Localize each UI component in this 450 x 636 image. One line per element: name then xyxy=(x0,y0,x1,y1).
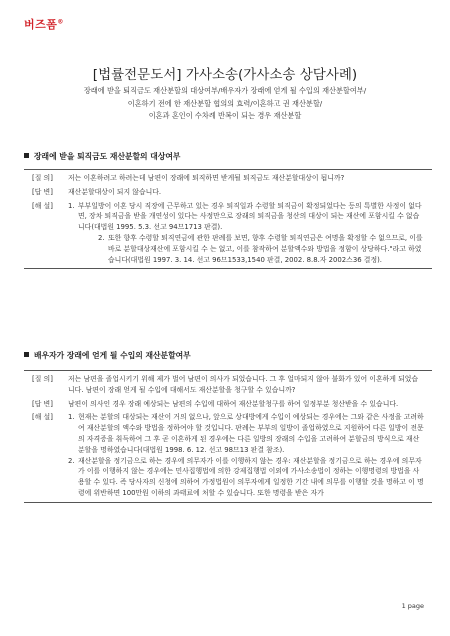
answer-label: [답 변] xyxy=(32,399,53,408)
item-number: 1. xyxy=(68,201,75,210)
subtitle-line: 장래에 받을 퇴직금도 재산분할의 대상여부/배우자가 장래에 얻게 될 수입의 재산분할여부/ xyxy=(83,86,367,95)
explanation-label: [해 설] xyxy=(32,201,53,210)
answer-row xyxy=(24,187,432,198)
document-title: [법률전문도서] 가사소송(가사소송 상담사례) xyxy=(92,67,358,83)
section-heading-text: 배우자가 장래에 얻게 될 수입의 재산분할여부 xyxy=(34,351,191,360)
square-bullet-icon xyxy=(24,352,29,357)
question-text: 저는 남편을 졸업시키기 위해 제가 벌어 남편이 의사가 되었습니다. 그 후 얼마되지 않아 불화가 있어 이혼하게 되었습니다. 남편이 장래 얻게 될 수입에 대해서도 재산분할을 청구할 수 있습니까? xyxy=(68,375,419,394)
logo-registered-mark: ® xyxy=(57,18,64,26)
question-row xyxy=(24,173,432,184)
explanation-row xyxy=(24,201,432,266)
explanation-body xyxy=(68,412,432,498)
question-label: [질 의] xyxy=(32,174,53,182)
qa-block xyxy=(24,370,432,503)
qa-block xyxy=(24,169,432,269)
explanation-label: [해 설] xyxy=(32,413,53,422)
subtitle-line: 이혼하기 전에 한 재산분할 협의의 효력/이혼하고 권 재산분할/ xyxy=(127,98,323,108)
explanation-row xyxy=(24,412,432,498)
subtitle-line: 이혼과 혼인이 수차례 반복이 되는 경우 재산분할 xyxy=(148,111,302,120)
explanation-item xyxy=(68,412,424,455)
item-text: 부부일방이 이혼 당시 직장에 근무하고 있는 경우 퇴직일과 수령할 퇴직금이 확정되었다는 등의 특별한 사정이 없다면, 장차 퇴직금을 받을 개연성이 있다는 사정만으로 장래의 퇴직금을 청산의 대상이 되는 재산에 포함시킬 수 없습니다(대법원 1995. 5.3. 선고 94므1713 판결). xyxy=(78,201,422,232)
item-number: 2. xyxy=(98,233,105,242)
explanation-item xyxy=(98,233,424,265)
question-row xyxy=(24,374,432,396)
answer-text: 남편이 의사인 경우 장래 예상되는 남편의 수입에 대하여 재산분할청구를 하여 일정부분 청산받을 수 있습니다. xyxy=(68,399,399,408)
logo-text: 버즈폼 xyxy=(24,18,58,31)
subtitle-block xyxy=(0,85,450,123)
answer-label: [답 변] xyxy=(32,187,53,196)
section-heading-text: 장래에 받을 퇴직금도 재산분할의 대상여부 xyxy=(34,152,181,161)
brand-logo xyxy=(24,16,64,32)
item-text: 현재는 분할의 대상되는 재산이 거의 없으나, 앞으로 상대방에게 수입이 예상되는 경우에는 그와 같은 사정을 고려하여 재산분할의 액수와 방법을 정하여야 할 것입니다. 판례는 부부의 일방이 졸업하였으로 지원하여 다른 일방이 전문의 자격증을 취득하여 그 후 곧 이혼하게 된 경우에는 다른 일방의 장래의 수입을 고려하여 분할금의 방식으로 재산분할을 명하였습니다(대법원 1998. 6. 12. 선고 98므13 판결 참조). xyxy=(78,413,424,454)
question-text: 저는 이혼하려고 하려는데 남편이 장래에 퇴직하면 받게될 퇴직금도 재산분할대상이 됩니까? xyxy=(68,174,345,182)
question-label: [질 의] xyxy=(32,375,53,383)
answer-row xyxy=(24,399,432,410)
answer-text: 재산분할대상이 되지 않습니다. xyxy=(68,187,162,196)
square-bullet-icon xyxy=(24,153,29,158)
explanation-body xyxy=(68,201,432,266)
explanation-item xyxy=(68,201,424,233)
section-heading xyxy=(24,350,191,361)
item-text: 또한 향후 수령할 퇴직연금에 관한 판례를 보면, 향후 수령할 퇴직연금은 여명을 확정할 수 없으므로, 이를 바로 분할대상재산에 포함시킬 수 는 없고, 이를 참작하여 분할액수와 방법을 정함이 상당하다."라고 하였습니다(대법원 1997. 3. 14. 선고 96므1533,1540 판결, 2002. 8.8.자 2002스36 결정). xyxy=(108,233,423,264)
item-number: 2. xyxy=(68,456,75,465)
explanation-item xyxy=(68,456,424,499)
page-number: 1 page xyxy=(401,602,424,610)
item-text: 재산분할을 정기금으로 하는 경우에 의무자가 이를 이행하지 않는 경우: 재산분할을 정기금으로 하는 경우에 의무자가 이를 이행하지 않는 경우에는 민사집행법에 의한 강제집행법 이외에 가사소송법이 정하는 이행명령의 방법을 사용할 수 있다. 즉 당사자의 신청에 의하여 가정법원이 의무자에게 일정한 기간 내에 의무를 이행할 것을 명하고 이 명령에 위반하면 100만원 이하의 과태료에 처할 수 있습니다. 또한 명령을 받은 자가 xyxy=(78,456,424,497)
section-heading xyxy=(24,151,180,162)
item-number: 1. xyxy=(68,413,75,422)
